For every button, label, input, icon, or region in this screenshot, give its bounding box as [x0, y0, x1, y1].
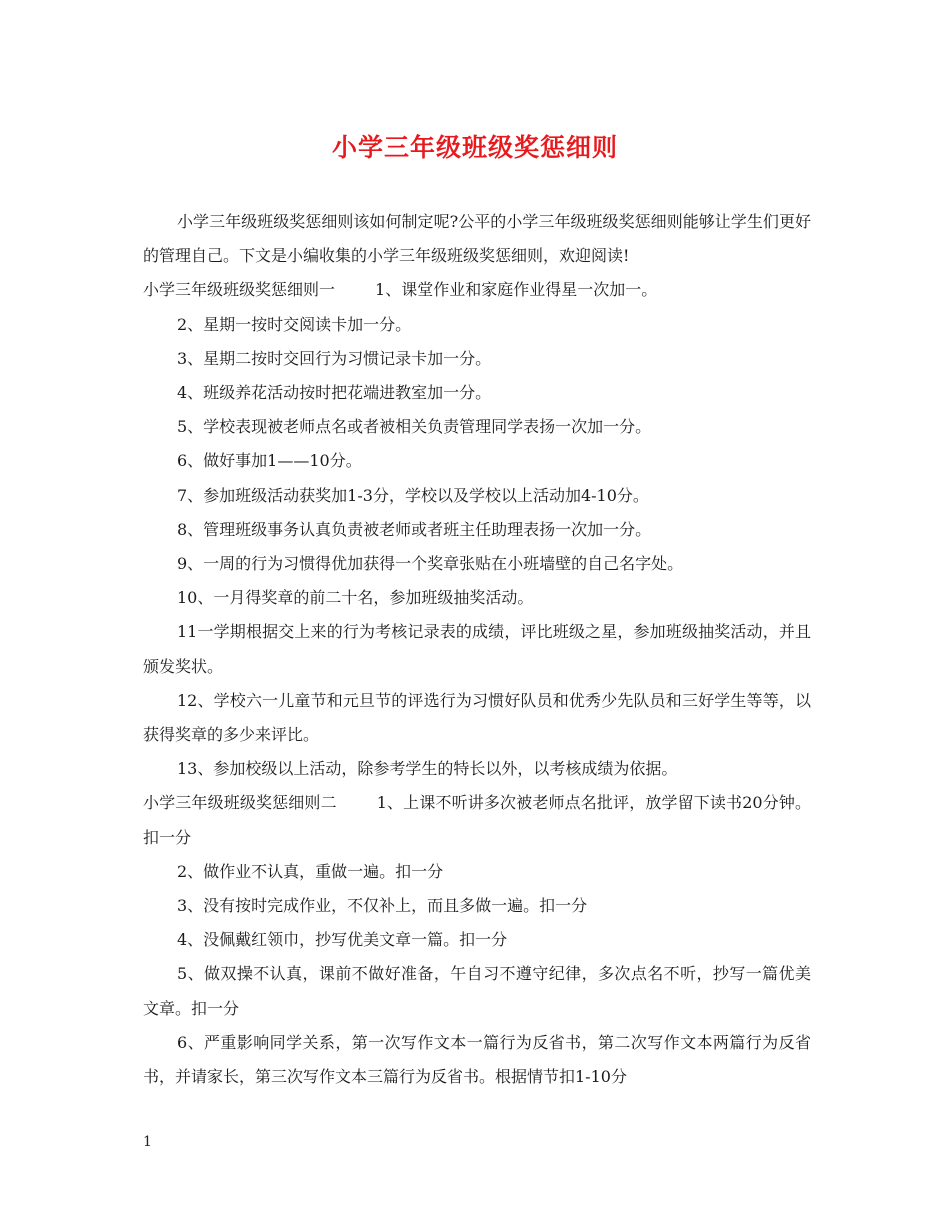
penalty-item: 6、严重影响同学关系，第一次写作文本一篇行为反省书，第二次写作文本两篇行为反省书，并请家长，第三次写作文本三篇行为反省书。根据情节扣1-10分 [143, 1032, 811, 1087]
rule-item: 10、一月得奖章的前二十名，参加班级抽奖活动。 [177, 588, 534, 608]
rule-item: 4、班级养花活动按时把花端进教室加一分。 [177, 383, 492, 403]
section2-heading: 小学三年级班级奖惩细则二 [143, 793, 337, 813]
intro-paragraph: 小学三年级班级奖惩细则该如何制定呢?公平的小学三年级班级奖惩细则能够让学生们更好的管理自己。下文是小编收集的小学三年级班级奖惩细则，欢迎阅读! [143, 212, 811, 266]
rule-item: 5、学校表现被老师点名或者被相关负责管理同学表扬一次加一分。 [177, 417, 652, 437]
rule-item: 6、做好事加1——10分。 [177, 451, 362, 471]
rule-item: 12、学校六一儿童节和元旦节的评选行为习惯好队员和优秀少先队员和三好学生等等，以获得奖章的多少来评比。 [143, 690, 811, 745]
section1-heading: 小学三年级班级奖惩细则一 [143, 280, 336, 300]
section2-first-item: 1、上课不听讲多次被老师点名批评，放学留下读书20分钟。扣一分 [143, 793, 811, 847]
rule-item: 13、参加校级以上活动，除参考学生的特长以外，以考核成绩为依据。 [177, 759, 678, 779]
section2-start [143, 786, 811, 854]
section1-first-item: 1、课堂作业和家庭作业得星一次加一。 [375, 280, 658, 300]
penalty-item: 3、没有按时完成作业，不仅补上，而且多做一遍。扣一分 [177, 896, 588, 916]
section1-start [143, 273, 811, 307]
rule-item: 3、星期二按时交回行为习惯记录卡加一分。 [177, 348, 492, 368]
document-title: 小学三年级班级奖惩细则 [331, 133, 618, 162]
rule-item: 8、管理班级事务认真负责被老师或者班主任助理表扬一次加一分。 [177, 519, 652, 539]
page-number: 1 [143, 1134, 152, 1150]
penalty-item: 2、做作业不认真，重做一遍。扣一分 [177, 861, 444, 881]
penalty-item: 5、做双操不认真，课前不做好准备，午自习不遵守纪律，多次点名不听，抄写一篇优美文章。扣一分 [143, 964, 811, 1018]
rule-item: 11一学期根据交上来的行为考核记录表的成绩，评比班级之星，参加班级抽奖活动，并且颁发奖状。 [143, 622, 811, 676]
rule-item: 2、星期一按时交阅读卡加一分。 [177, 314, 412, 334]
document-body [143, 205, 811, 1094]
penalty-item: 4、没佩戴红领巾，抄写优美文章一篇。扣一分 [177, 930, 508, 950]
rule-item: 9、一周的行为习惯得优加获得一个奖章张贴在小班墙壁的自己名字处。 [177, 554, 684, 574]
rule-item: 7、参加班级活动获奖加1-3分，学校以及学校以上活动加4-10分。 [177, 485, 649, 505]
